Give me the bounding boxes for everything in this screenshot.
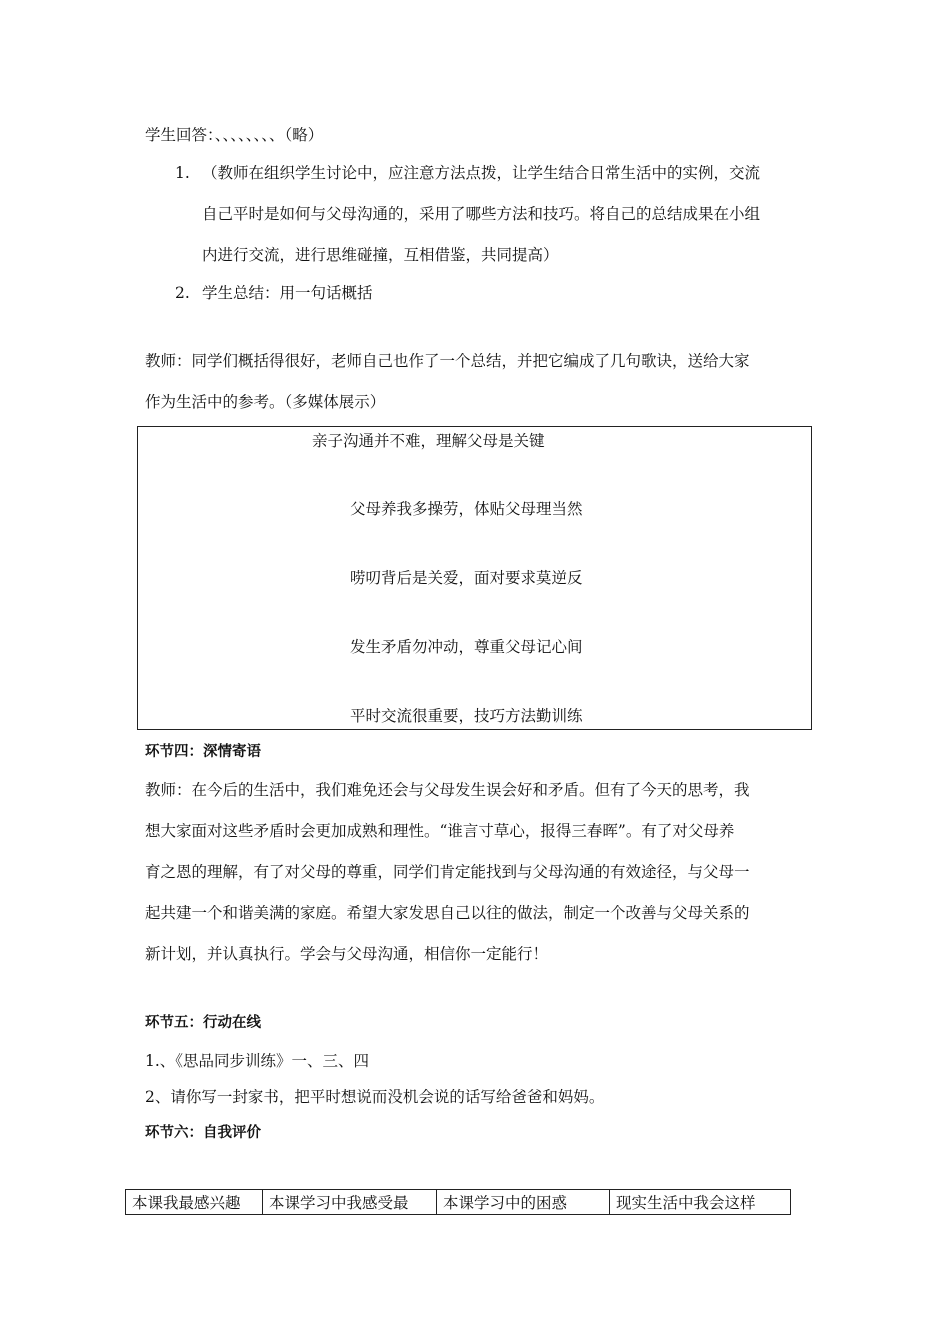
poem-line-4: 发生矛盾勿冲动，尊重父母记心间 <box>350 638 583 656</box>
poem-line-5: 平时交流很重要，技巧方法勤训练 <box>350 707 583 725</box>
section-4-line-5: 新计划，并认真执行。学会与父母沟通，相信你一定能行！ <box>145 945 549 963</box>
list-item-1-line-3: 内进行交流，进行思维碰撞，互相借鉴，共同提高） <box>202 246 559 264</box>
section-5-item-1: 1.、《思品同步训练》一、三、四 <box>145 1052 370 1070</box>
list-item-1-number: 1. <box>175 164 190 182</box>
list-item-2-number: 2. <box>175 284 190 302</box>
section-4-line-1: 教师：在今后的生活中，我们难免还会与父母发生误会好和矛盾。但有了今天的思考，我 <box>145 781 750 799</box>
section-6-heading: 环节六：自我评价 <box>145 1125 261 1141</box>
self-evaluation-table <box>125 1189 791 1215</box>
teacher-intro-line-2: 作为生活中的参考。（多媒体展示） <box>145 393 386 411</box>
section-5-item-2: 2、请你写一封家书，把平时想说而没机会说的话写给爸爸和妈妈。 <box>145 1088 605 1106</box>
table-header-cell: 现实生活中我会这样 <box>610 1190 791 1215</box>
poem-line-1: 亲子沟通并不难，理解父母是关键 <box>312 432 545 450</box>
section-4-heading: 环节四：深情寄语 <box>145 744 261 760</box>
list-item-1-line-1: （教师在组织学生讨论中，应注意方法点拨，让学生结合日常生活中的实例，交流 <box>202 164 761 182</box>
poem-box <box>137 426 812 730</box>
student-answer: 学生回答：、、、、、、、、（略） <box>145 126 324 144</box>
table-header-cell: 本课学习中我感受最 <box>263 1190 437 1215</box>
section-4-line-2: 想大家面对这些矛盾时会更加成熟和理性。“谁言寸草心，报得三春晖”。有了对父母养 <box>145 822 735 840</box>
table-header-cell: 本课我最感兴趣 <box>126 1190 263 1215</box>
list-item-1-line-2: 自己平时是如何与父母沟通的，采用了哪些方法和技巧。将自己的总结成果在小组 <box>202 205 761 223</box>
section-4-line-3: 育之恩的理解，有了对父母的尊重，同学们肯定能找到与父母沟通的有效途径，与父母一 <box>145 863 750 881</box>
table-header-cell: 本课学习中的困惑 <box>437 1190 610 1215</box>
teacher-intro-line-1: 教师：同学们概括得很好，老师自己也作了一个总结，并把它编成了几句歌诀，送给大家 <box>145 352 750 370</box>
poem-line-2: 父母养我多操劳，体贴父母理当然 <box>350 500 583 518</box>
table-row <box>126 1190 791 1215</box>
section-4-line-4: 起共建一个和谐美满的家庭。希望大家发思自己以往的做法，制定一个改善与父母关系的 <box>145 904 750 922</box>
poem-line-3: 唠叨背后是关爱，面对要求莫逆反 <box>350 569 583 587</box>
section-5-heading: 环节五：行动在线 <box>145 1015 261 1031</box>
list-item-2-line-1: 学生总结：用一句话概括 <box>202 284 373 302</box>
